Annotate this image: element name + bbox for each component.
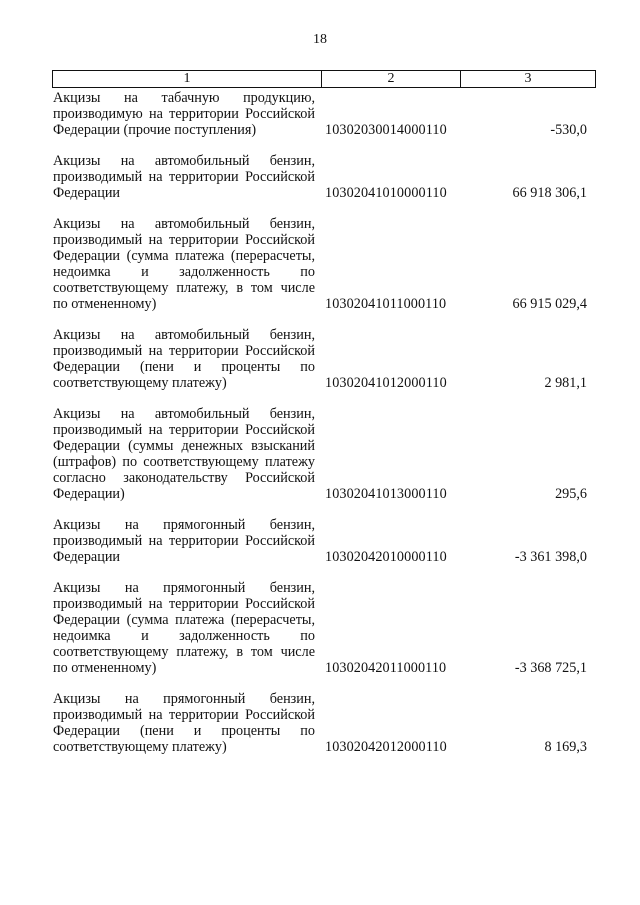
row-code: 10302041010000110 (325, 185, 447, 201)
header-col-2: 2 (322, 71, 461, 87)
row-description: Акцизы на прямогонный бензин, производимый на территории Российской Федерации (53, 517, 315, 565)
table-row (53, 517, 587, 565)
row-code: 10302042012000110 (325, 739, 447, 755)
row-amount: -3 368 725,1 (514, 660, 587, 676)
table-body (53, 90, 587, 770)
row-amount: -530,0 (550, 122, 587, 138)
row-code: 10302041013000110 (325, 486, 447, 502)
table-row (53, 216, 587, 312)
row-code: 10302042011000110 (325, 660, 447, 676)
table-row (53, 406, 587, 502)
table-row (53, 90, 587, 138)
row-amount: 66 918 306,1 (512, 185, 587, 201)
row-amount: 66 915 029,4 (512, 296, 587, 312)
row-amount: 295,6 (555, 486, 587, 502)
header-col-1: 1 (53, 71, 322, 87)
row-amount: 2 981,1 (544, 375, 587, 391)
header-col-3: 3 (524, 71, 532, 86)
row-code: 10302041012000110 (325, 375, 447, 391)
table-header-row (52, 70, 596, 88)
row-code: 10302042010000110 (325, 549, 447, 565)
table-row (53, 327, 587, 391)
row-description: Акцизы на табачную продукцию, производимую на территории Российской Федерации (прочие поступления) (53, 90, 315, 138)
row-code: 10302030014000110 (325, 122, 447, 138)
row-description: Акцизы на автомобильный бензин, производимый на территории Российской Федерации (пени и проценты по соответствующему платежу) (53, 327, 315, 391)
row-code: 10302041011000110 (325, 296, 447, 312)
table-row (53, 691, 587, 755)
table-row (53, 153, 587, 201)
row-description: Акцизы на прямогонный бензин, производимый на территории Российской Федерации (пени и проценты по соответствующему платежу) (53, 691, 315, 755)
row-description: Акцизы на автомобильный бензин, производимый на территории Российской Федерации (сумма платежа (перерасчеты, недоимка и задолженность по соответствующему платежу, в том числе по отмененному) (53, 216, 315, 312)
row-amount: -3 361 398,0 (514, 549, 587, 565)
row-description: Акцизы на автомобильный бензин, производимый на территории Российской Федерации (53, 153, 315, 201)
page-number: 18 (313, 32, 327, 47)
row-description: Акцизы на автомобильный бензин, производимый на территории Российской Федерации (суммы денежных взысканий (штрафов) по соответствующему платежу согласно законодательству Российской Федерации) (53, 406, 315, 502)
row-amount: 8 169,3 (544, 739, 587, 755)
row-description: Акцизы на прямогонный бензин, производимый на территории Российской Федерации (сумма платежа (перерасчеты, недоимка и задолженность по соответствующему платежу, в том числе по отмененному) (53, 580, 315, 676)
table-row (53, 580, 587, 676)
